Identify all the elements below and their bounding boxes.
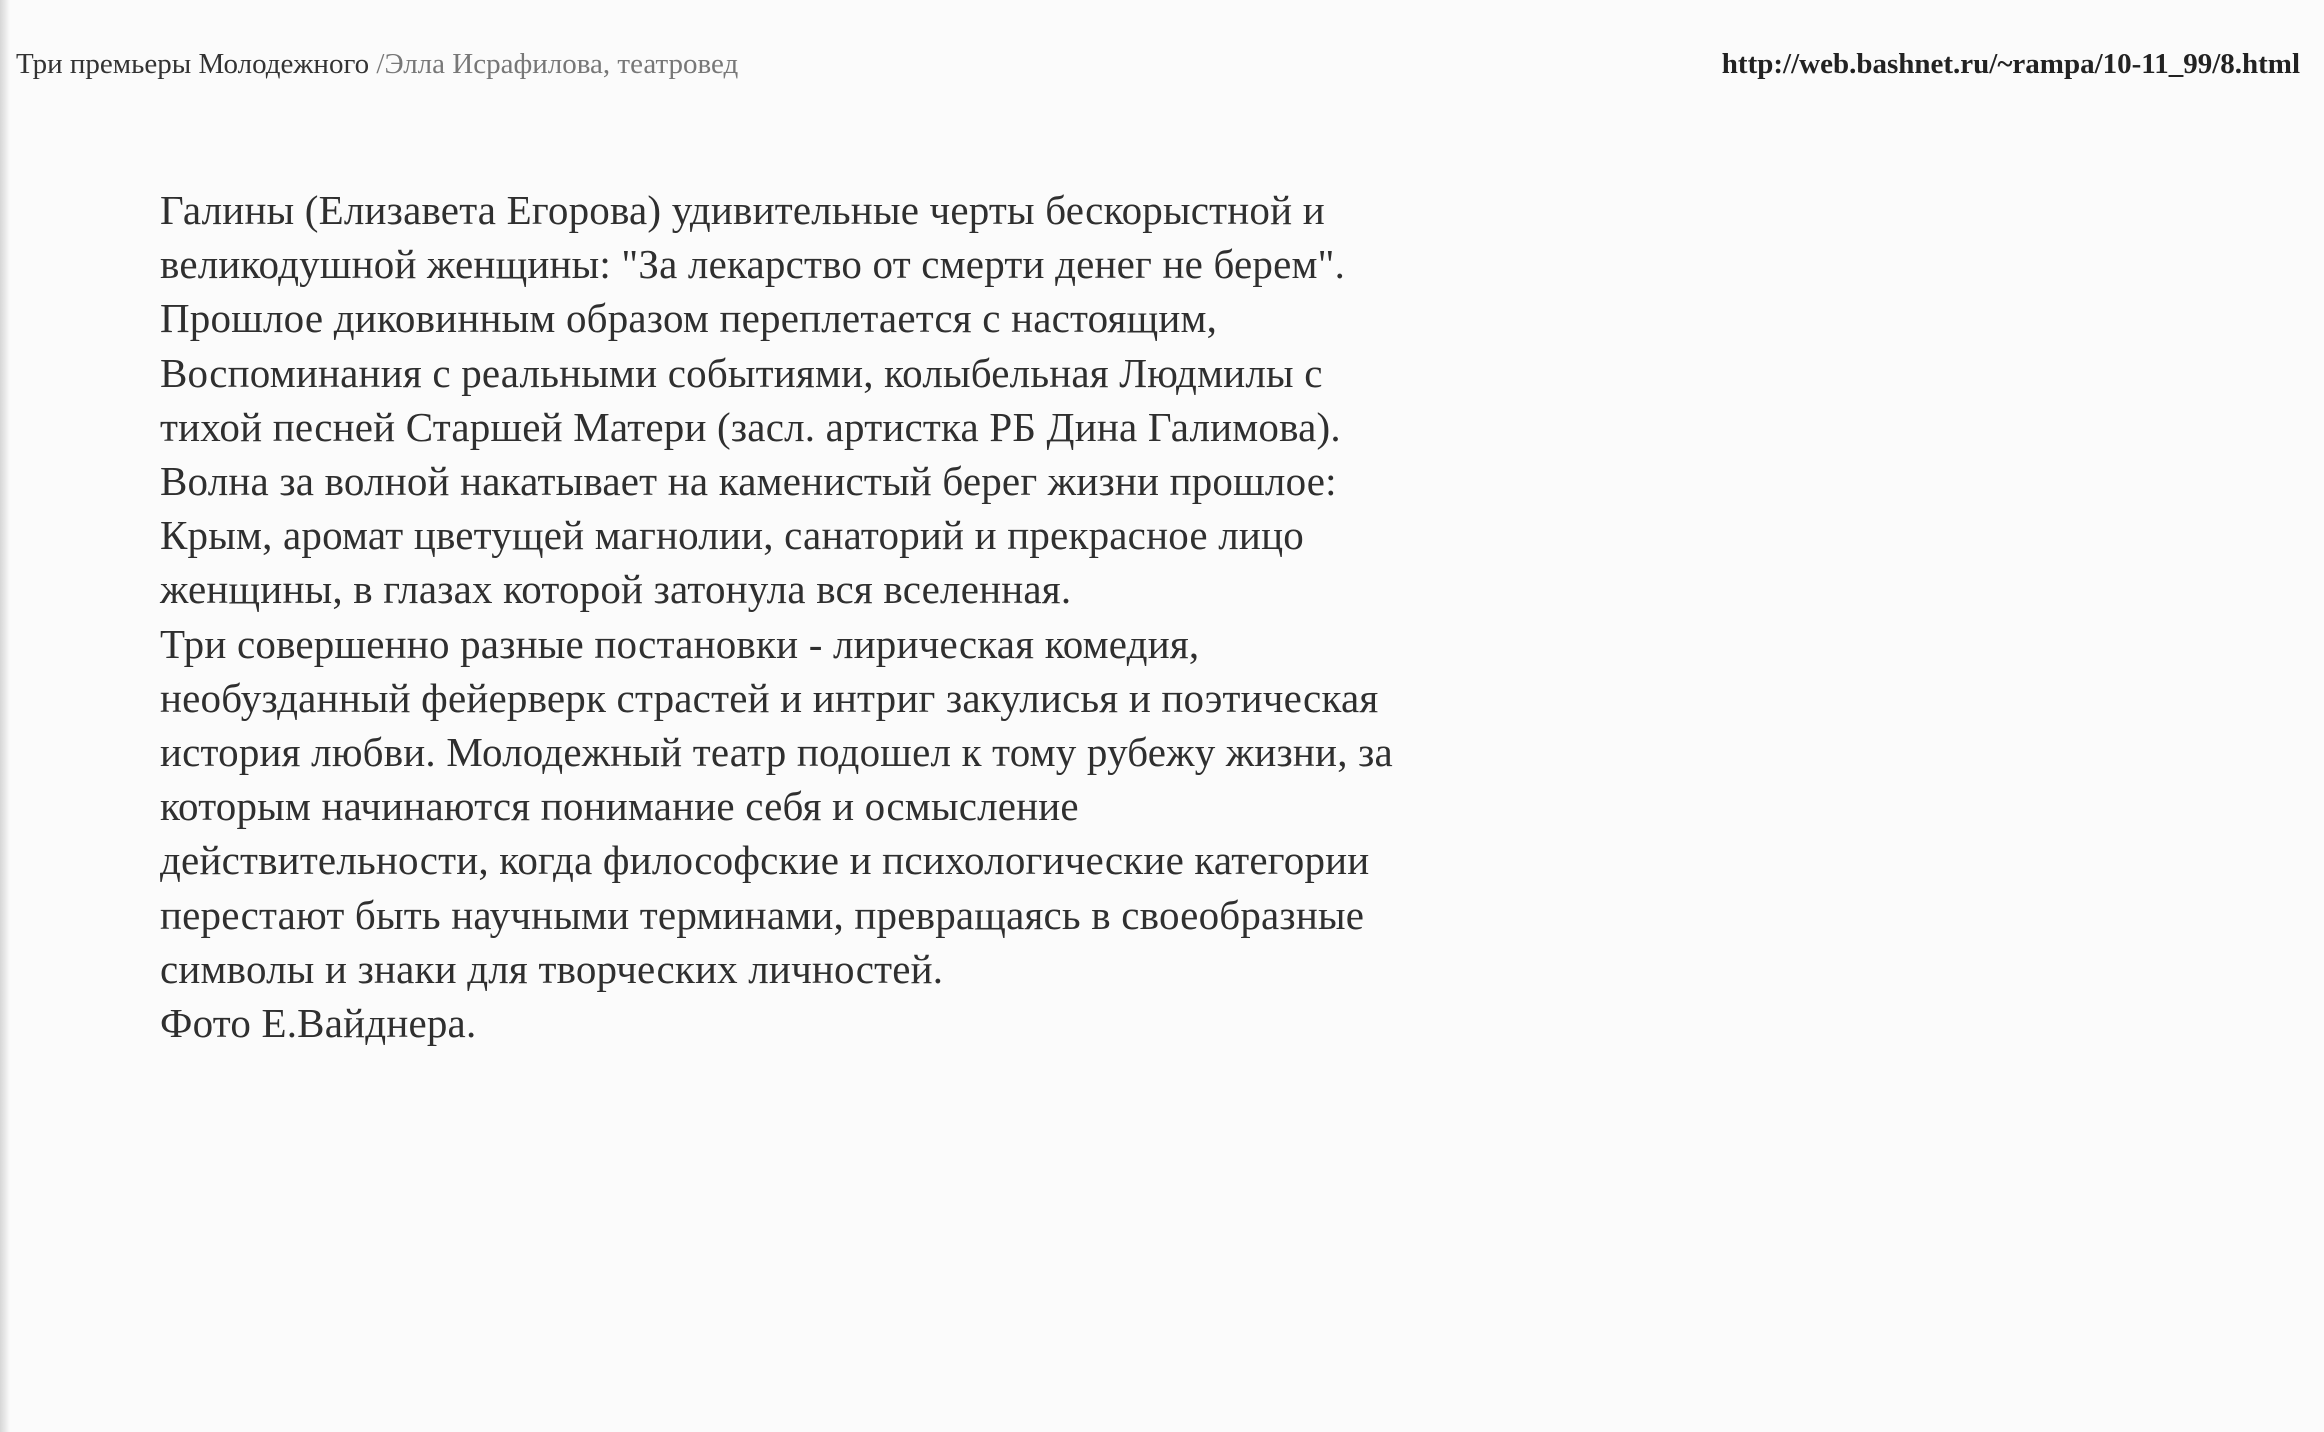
article-paragraph-1: Галины (Елизавета Егорова) удивительные черты бескорыстной и великодушной женщины: "За лекарство от смерти денег не берем".: [160, 187, 1346, 288]
header-url: http://web.bashnet.ru/~rampa/10-11_99/8.html: [1721, 48, 2300, 80]
article-body: [160, 183, 1410, 1050]
article-paragraph-3: Три совершенно разные постановки - лирическая комедия, необузданный фейерверк страстей и интриг закулисья и поэтическая история любви. Молодежный театр подошел к тому рубежу жизни, за которым начинаются понимание себя и осмысление действительности, когда философские и психологические категории перестают быть научными терминами, превращаясь в своеобразные символы и знаки для творческих личностей.: [160, 620, 1393, 992]
page-edge: [0, 0, 10, 1432]
header-author: /Элла Исрафилова, театровед: [369, 48, 739, 80]
header-title: [16, 44, 738, 84]
photo-credit: Фото Е.Вайднера.: [160, 1000, 477, 1047]
header-title-main: Три премьеры Молодежного: [16, 48, 370, 80]
article-paragraph-2: Прошлое диковинным образом переплетается с настоящим, Воспоминания с реальными событиями, колыбельная Людмилы с тихой песней Старшей Матери (засл. артистка РБ Дина Галимова). Волна за волной накатывает на каменистый берег жизни прошлое: Крым, аромат цветущей магнолии, санаторий и прекрасное лицо женщины, в глазах которой затонула вся вселенная.: [160, 295, 1341, 613]
page-header: [16, 44, 2300, 84]
